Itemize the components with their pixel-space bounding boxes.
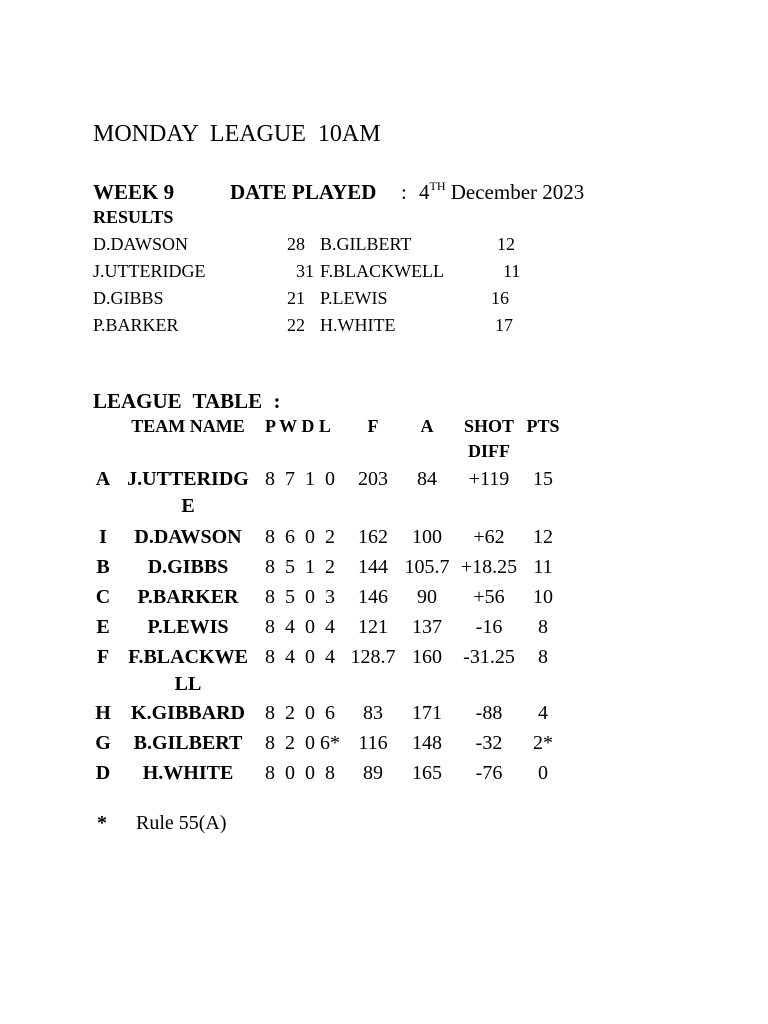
- points: 8: [538, 646, 548, 668]
- team-name: P.BARKER: [137, 586, 239, 608]
- footnote-mark: *: [97, 812, 107, 834]
- shot-diff: -76: [475, 762, 503, 784]
- shots-against: 148: [412, 732, 442, 754]
- shots-for: 128.7: [350, 646, 396, 668]
- header-shot: SHOT: [463, 416, 515, 436]
- points: 12: [533, 526, 553, 548]
- played: 8: [265, 702, 275, 724]
- result-home: D.GIBBS: [93, 288, 164, 308]
- results-heading: RESULTS: [93, 207, 174, 227]
- result-home-score: 22: [287, 315, 305, 335]
- result-away: H.WHITE: [320, 315, 396, 335]
- rink-letter: F: [96, 646, 110, 668]
- rink-letter: G: [95, 732, 111, 754]
- shot-diff: -88: [475, 702, 503, 724]
- lost: 4: [325, 646, 335, 668]
- drawn: 0: [305, 762, 315, 784]
- team-name: D.GIBBS: [147, 556, 229, 578]
- points: 4: [538, 702, 548, 724]
- date-rest: December 2023: [445, 180, 585, 204]
- team-name: B.GILBERT: [133, 732, 243, 754]
- shot-diff: +18.25: [460, 556, 518, 578]
- points: 11: [533, 556, 553, 578]
- header-team-name: TEAM NAME: [131, 416, 245, 436]
- points: 8: [538, 616, 548, 638]
- lost: 3: [325, 586, 335, 608]
- shots-against: 90: [417, 586, 437, 608]
- lost: 8: [325, 762, 335, 784]
- rink-letter: A: [95, 468, 111, 490]
- header-f: F: [367, 416, 379, 436]
- result-away-score: 17: [495, 315, 513, 335]
- shot-diff: +119: [468, 468, 510, 490]
- result-home: P.BARKER: [93, 315, 179, 335]
- shots-for: 144: [358, 556, 388, 578]
- page-title: MONDAY LEAGUE 10AM: [93, 121, 381, 147]
- week-label: WEEK 9: [93, 180, 175, 204]
- team-name: J.UTTERIDG: [127, 468, 249, 490]
- shots-for: 146: [358, 586, 388, 608]
- result-away-score: 11: [503, 261, 521, 281]
- shots-against: 137: [412, 616, 442, 638]
- result-away: P.LEWIS: [320, 288, 388, 308]
- shots-against: 105.7: [404, 556, 450, 578]
- shots-against: 171: [412, 702, 442, 724]
- result-home-score: 28: [287, 234, 305, 254]
- drawn: 1: [305, 468, 315, 490]
- shots-for: 116: [358, 732, 388, 754]
- drawn: 0: [305, 526, 315, 548]
- header-pts: PTS: [526, 416, 560, 436]
- lost: 2: [325, 556, 335, 578]
- team-name: P.LEWIS: [147, 616, 229, 638]
- shot-diff: +62: [473, 526, 505, 548]
- team-name: K.GIBBARD: [131, 702, 245, 724]
- result-home: D.DAWSON: [93, 234, 189, 254]
- won: 5: [285, 556, 295, 578]
- date-day: 4: [419, 180, 430, 204]
- shots-against: 84: [417, 468, 437, 490]
- won: 2: [285, 702, 295, 724]
- shots-for: 162: [358, 526, 388, 548]
- won: 0: [285, 762, 295, 784]
- shots-against: 100: [412, 526, 442, 548]
- team-name-continued: LL: [174, 673, 202, 695]
- rink-letter: C: [95, 586, 111, 608]
- header-pwdl: P W D L: [265, 416, 331, 436]
- drawn: 0: [305, 702, 315, 724]
- won: 5: [285, 586, 295, 608]
- drawn: 0: [305, 616, 315, 638]
- won: 4: [285, 616, 295, 638]
- played: 8: [265, 526, 275, 548]
- played: 8: [265, 556, 275, 578]
- date-colon: :: [401, 180, 407, 204]
- result-away-score: 12: [497, 234, 515, 254]
- rink-letter: H: [95, 702, 111, 724]
- points: 15: [533, 468, 553, 490]
- played: 8: [265, 616, 275, 638]
- points: 0: [538, 762, 548, 784]
- rink-letter: B: [96, 556, 110, 578]
- result-home-score: 21: [287, 288, 305, 308]
- team-name: D.DAWSON: [134, 526, 242, 548]
- drawn: 0: [305, 732, 315, 754]
- won: 7: [285, 468, 295, 490]
- points: 2*: [533, 732, 553, 754]
- drawn: 0: [305, 586, 315, 608]
- team-name: H.WHITE: [142, 762, 234, 784]
- result-home-score: 31: [296, 261, 314, 281]
- shots-against: 165: [412, 762, 442, 784]
- drawn: 0: [305, 646, 315, 668]
- result-home: J.UTTERIDGE: [93, 261, 206, 281]
- rink-letter: D: [95, 762, 111, 784]
- result-away-score: 16: [491, 288, 509, 308]
- played: 8: [265, 468, 275, 490]
- drawn: 1: [305, 556, 315, 578]
- league-table-title: LEAGUE TABLE :: [93, 389, 281, 413]
- points: 10: [533, 586, 553, 608]
- date-suffix: TH: [429, 179, 446, 193]
- played: 8: [265, 732, 275, 754]
- date-value: [419, 180, 584, 205]
- result-away: F.BLACKWELL: [320, 261, 445, 281]
- won: 4: [285, 646, 295, 668]
- played: 8: [265, 586, 275, 608]
- won: 2: [285, 732, 295, 754]
- lost: 6*: [320, 732, 340, 754]
- shots-against: 160: [412, 646, 442, 668]
- shot-diff: -31.25: [463, 646, 515, 668]
- lost: 2: [325, 526, 335, 548]
- played: 8: [265, 762, 275, 784]
- won: 6: [285, 526, 295, 548]
- team-name-continued: E: [181, 495, 195, 517]
- lost: 6: [325, 702, 335, 724]
- header-a: A: [420, 416, 434, 436]
- rink-letter: I: [99, 526, 107, 548]
- rink-letter: E: [96, 616, 110, 638]
- shot-diff: +56: [473, 586, 505, 608]
- shots-for: 83: [363, 702, 383, 724]
- shot-diff: -16: [475, 616, 503, 638]
- header-diff: DIFF: [468, 441, 510, 461]
- lost: 4: [325, 616, 335, 638]
- shots-for: 89: [363, 762, 383, 784]
- date-played-label: DATE PLAYED: [230, 180, 377, 204]
- shots-for: 203: [358, 468, 388, 490]
- shot-diff: -32: [475, 732, 503, 754]
- lost: 0: [325, 468, 335, 490]
- team-name: F.BLACKWE: [128, 646, 248, 668]
- played: 8: [265, 646, 275, 668]
- shots-for: 121: [358, 616, 388, 638]
- footnote-text: Rule 55(A): [136, 812, 227, 834]
- result-away: B.GILBERT: [320, 234, 412, 254]
